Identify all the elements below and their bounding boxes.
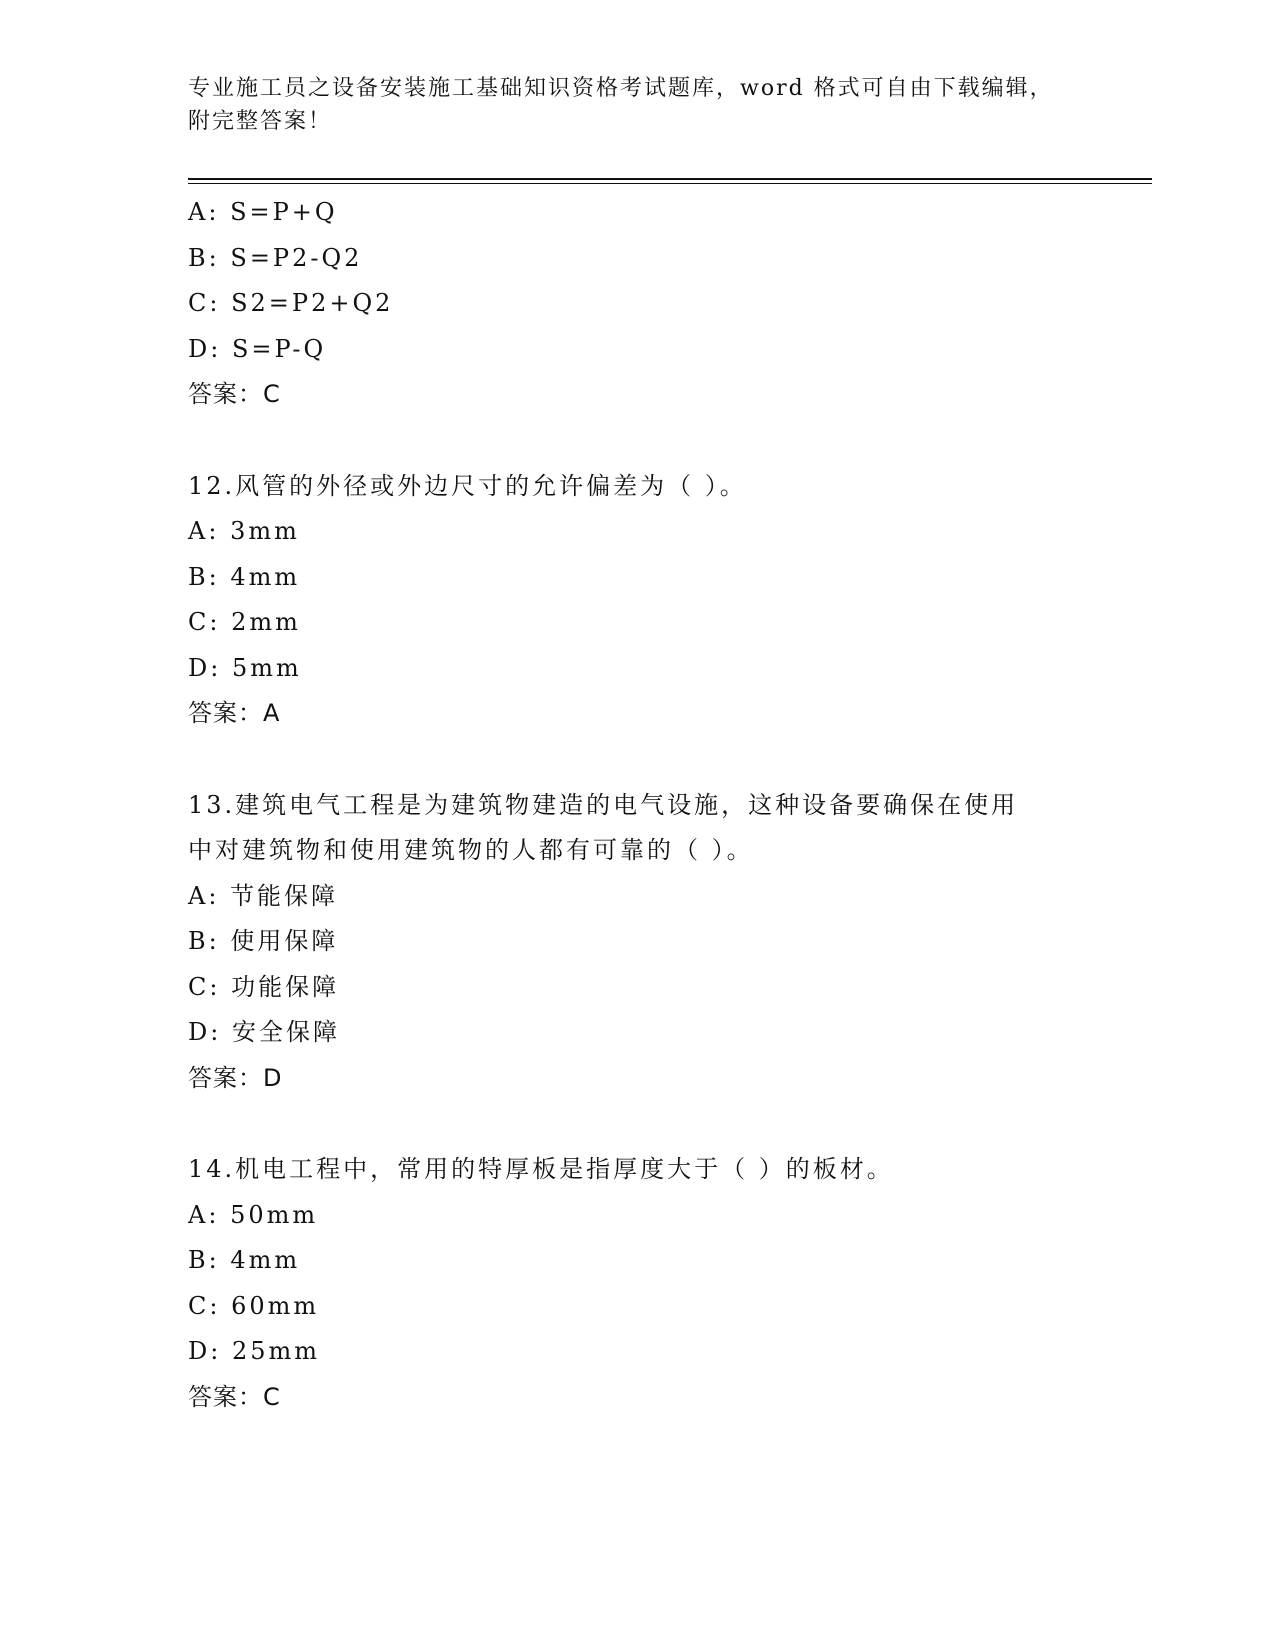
question-13 bbox=[188, 783, 1088, 1102]
option-d bbox=[188, 1010, 1088, 1056]
option-b bbox=[188, 236, 1088, 282]
option-label: C: bbox=[188, 608, 221, 636]
option-c bbox=[188, 600, 1088, 646]
header-line-2: 附完整答案！ bbox=[188, 109, 333, 134]
option-d bbox=[188, 646, 1088, 692]
option-text: 功能保障 bbox=[231, 972, 340, 1001]
question-14 bbox=[188, 1147, 1088, 1420]
header-line-1: 专业施工员之设备安装施工基础知识资格考试题库，word 格式可自由下载编辑， bbox=[188, 76, 1054, 101]
header-divider-thick bbox=[188, 178, 1152, 180]
option-c bbox=[188, 965, 1088, 1011]
option-text: 3mm bbox=[230, 517, 300, 545]
option-text: 2mm bbox=[231, 608, 301, 636]
option-label: B: bbox=[188, 1246, 220, 1274]
question-stem: 14.机电工程中，常用的特厚板是指厚度大于（ ）的板材。 bbox=[188, 1155, 894, 1183]
option-label: A: bbox=[188, 198, 220, 226]
question-stem-line-1: 13.建筑电气工程是为建筑物建造的电气设施，这种设备要确保在使用 bbox=[188, 790, 1019, 819]
option-text: 节能保障 bbox=[230, 881, 339, 910]
option-text: S=P2-Q2 bbox=[230, 243, 363, 272]
question-12 bbox=[188, 464, 1088, 737]
option-b bbox=[188, 555, 1088, 601]
option-text: S=P-Q bbox=[231, 334, 327, 363]
option-label: D: bbox=[188, 1018, 222, 1046]
option-b bbox=[188, 1238, 1088, 1284]
answer-line: 答案：C bbox=[188, 1382, 281, 1411]
answer-line: 答案：D bbox=[188, 1063, 283, 1092]
question-list bbox=[188, 190, 1088, 1420]
answer-line: 答案：A bbox=[188, 699, 281, 727]
option-label: B: bbox=[188, 927, 220, 955]
option-label: C: bbox=[188, 972, 221, 1001]
document-header bbox=[188, 72, 1088, 138]
option-a bbox=[188, 874, 1088, 920]
option-a bbox=[188, 190, 1088, 236]
option-text: 使用保障 bbox=[230, 927, 339, 955]
question-stem-line-2: 中对建筑物和使用建筑物的人都有可靠的（ ）。 bbox=[188, 836, 754, 864]
option-label: B: bbox=[188, 562, 220, 591]
spacer bbox=[188, 418, 1088, 464]
option-label: A: bbox=[188, 517, 220, 545]
question-11-continuation bbox=[188, 190, 1088, 418]
option-label: A: bbox=[188, 881, 220, 910]
question-stem: 12.风管的外径或外边尺寸的允许偏差为（ ）。 bbox=[188, 471, 747, 500]
option-text: 5mm bbox=[231, 653, 302, 682]
option-a bbox=[188, 1193, 1088, 1239]
spacer bbox=[188, 737, 1088, 783]
option-label: C: bbox=[188, 289, 221, 317]
option-label: D: bbox=[188, 653, 222, 682]
option-label: C: bbox=[188, 1291, 221, 1320]
option-text: 50mm bbox=[230, 1200, 319, 1229]
header-divider-thin bbox=[188, 183, 1152, 184]
answer-line: 答案：C bbox=[188, 380, 281, 408]
spacer bbox=[188, 1101, 1088, 1147]
option-d bbox=[188, 1329, 1088, 1375]
option-text: S2=P2+Q2 bbox=[231, 289, 394, 317]
option-c bbox=[188, 281, 1088, 327]
option-label: A: bbox=[188, 1200, 220, 1229]
option-text: 4mm bbox=[230, 1246, 301, 1274]
option-text: S=P+Q bbox=[230, 198, 338, 226]
option-text: 25mm bbox=[231, 1337, 321, 1365]
option-b bbox=[188, 919, 1088, 965]
option-text: 60mm bbox=[231, 1291, 320, 1320]
option-a bbox=[188, 509, 1088, 555]
option-label: D: bbox=[188, 1337, 222, 1365]
option-label: B: bbox=[188, 243, 220, 272]
option-label: D: bbox=[188, 334, 222, 363]
option-c bbox=[188, 1284, 1088, 1330]
option-text: 4mm bbox=[230, 562, 301, 591]
option-d bbox=[188, 327, 1088, 373]
option-text: 安全保障 bbox=[231, 1018, 340, 1046]
